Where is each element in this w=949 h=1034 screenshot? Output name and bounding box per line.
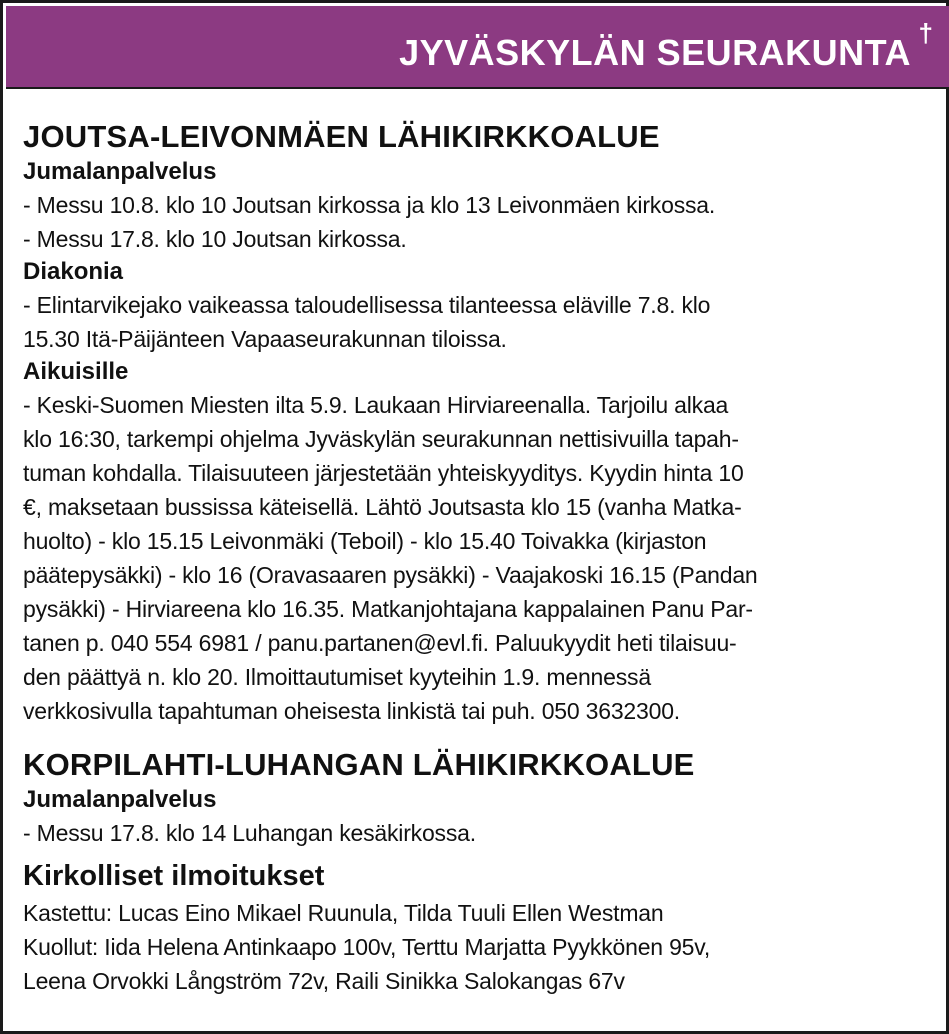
joutsa-aikuisille-heading: Aikuisille (23, 358, 129, 385)
text-line: - Keski-Suomen Miesten ilta 5.9. Laukaan Hirviareenalla. Tarjoilu alkaa (23, 392, 729, 418)
joutsa-jumalanpalvelus-heading: Jumalanpalvelus (23, 158, 217, 185)
header-title: JYVÄSKYLÄN SEURAKUNTA (399, 32, 911, 73)
text-line: den päättyä n. klo 20. Ilmoittautumiset kyyteihin 1.9. mennessä (23, 664, 651, 690)
text-line: tuman kohdalla. Tilaisuuteen järjestetään yhteiskyyditys. Kyydin hinta 10 (23, 460, 744, 486)
spacer (23, 850, 935, 858)
korpilahti-jumalanpalvelus-heading: Jumalanpalvelus (23, 786, 217, 813)
kirkolliset-title: Kirkolliset ilmoitukset (23, 860, 325, 892)
text-line: Kastettu: Lucas Eino Mikael Ruunula, Tilda Tuuli Ellen Westman (23, 900, 664, 926)
text-line: pysäkki) - Hirviareena klo 16.35. Matkanjohtajana kappalainen Panu Par- (23, 596, 753, 622)
text-line: - Messu 17.8. klo 14 Luhangan kesäkirkossa. (23, 820, 476, 846)
text-line: - Elintarvikejako vaikeassa taloudellisessa tilanteessa eläville 7.8. klo (23, 292, 711, 318)
cross-icon: † (918, 18, 933, 48)
text-line: - Messu 10.8. klo 10 Joutsan kirkossa ja klo 13 Leivonmäen kirkossa. (23, 192, 716, 218)
text-line: €, maksetaan bussissa käteisellä. Lähtö Joutsasta klo 15 (vanha Matka- (23, 494, 742, 520)
text-line: - Messu 17.8. klo 10 Joutsan kirkossa. (23, 226, 407, 252)
text-line: Leena Orvokki Långström 72v, Raili Sinikka Salokangas 67v (23, 968, 625, 994)
text-line: tanen p. 040 554 6981 / panu.partanen@evl.fi. Paluukyydit heti tilaisuu- (23, 630, 737, 656)
joutsa-area-title: JOUTSA-LEIVONMÄEN LÄHIKIRKKOALUE (23, 119, 660, 154)
text-line: verkkosivulla tapahtuman oheisesta linkistä tai puh. 050 3632300. (23, 698, 680, 724)
korpilahti-area-title: KORPILAHTI-LUHANGAN LÄHIKIRKKOALUE (23, 747, 695, 782)
text-line: Kuollut: Iida Helena Antinkaapo 100v, Terttu Marjatta Pyykkönen 95v, (23, 934, 711, 960)
content (23, 118, 935, 998)
joutsa-diakonia-heading: Diakonia (23, 258, 124, 285)
text-line: huolto) - klo 15.15 Leivonmäki (Teboil) - klo 15.40 Toivakka (kirjaston (23, 528, 707, 554)
header-bar (6, 6, 949, 89)
text-line: klo 16:30, tarkempi ohjelma Jyväskylän seurakunnan nettisivuilla tapah- (23, 426, 739, 452)
text-line: 15.30 Itä-Päijänteen Vapaaseurakunnan tiloissa. (23, 326, 507, 352)
text-line: päätepysäkki) - klo 16 (Oravasaaren pysäkki) - Vaajakoski 16.15 (Pandan (23, 562, 758, 588)
spacer (23, 728, 935, 746)
